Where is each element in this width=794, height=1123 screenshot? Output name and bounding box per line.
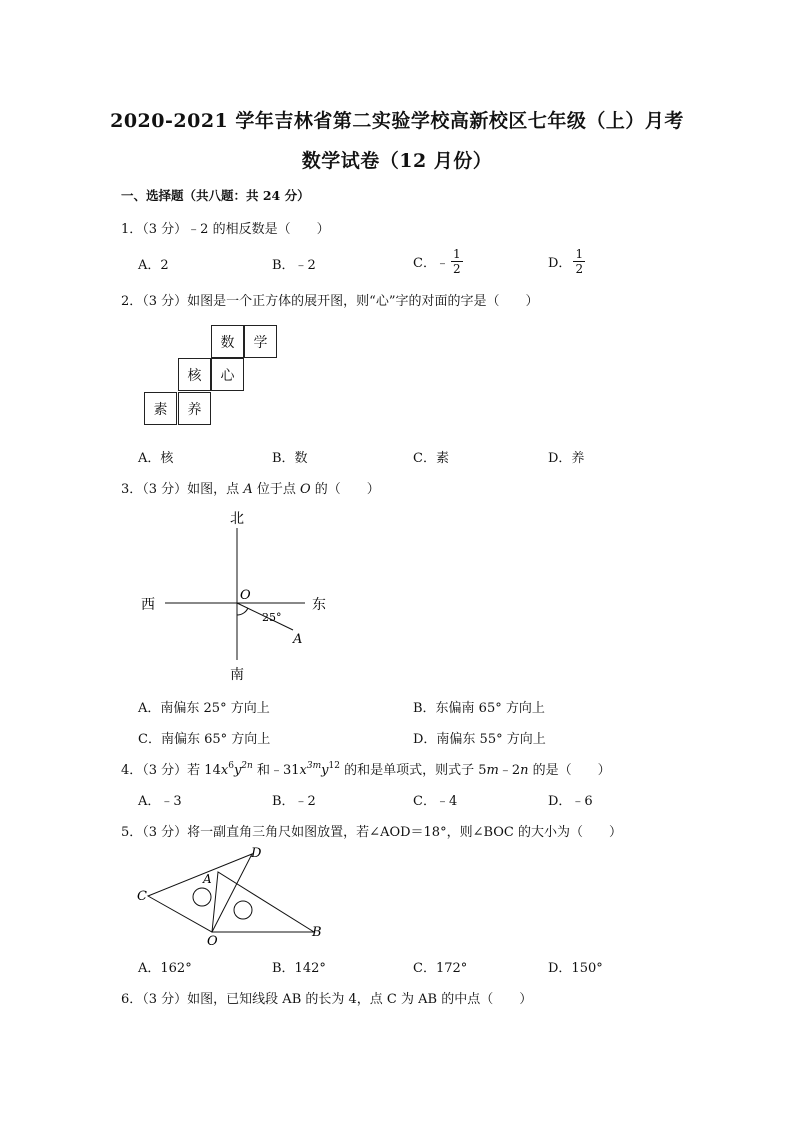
q4-minus: ﹣2 (498, 763, 521, 778)
q5-option-a: A．162° (138, 961, 192, 976)
q1-c-denominator: 2 (452, 262, 461, 276)
q4-n: n (520, 763, 529, 778)
q2-option-a: A．核 (138, 451, 174, 466)
label-south: 南 (230, 667, 244, 683)
q4-option-d: D．﹣6 (548, 794, 593, 809)
q4-y2: y (321, 763, 329, 778)
q2-option-b: B．数 (272, 451, 308, 466)
q1-d-denominator: 2 (575, 262, 584, 276)
label-north: 北 (230, 511, 244, 527)
q4-x1: x (220, 763, 229, 778)
net-cell-xue: 学 (244, 325, 277, 358)
question-6-stem: 6．（3 分）如图，已知线段 AB 的长为 4，点 C 为 AB 的中点（ ） (121, 992, 533, 1007)
q1-option-d-prefix: D． (548, 256, 572, 271)
q4-stem-and: 和﹣31 (252, 763, 300, 778)
label-east: 东 (312, 597, 326, 613)
q3-point-o: O (299, 482, 311, 497)
q1-option-a: A．2 (138, 258, 169, 273)
angle-arc (237, 608, 248, 615)
q4-option-c: C．﹣4 (413, 794, 458, 809)
net-cell-su: 素 (144, 392, 177, 425)
q4-stem-pre: 4．（3 分）若 14 (121, 763, 221, 778)
compass-figure (130, 505, 350, 685)
triangles-figure (130, 840, 340, 950)
q4-x2: x (299, 763, 307, 778)
label-a: A (203, 872, 212, 886)
exam-title-line1: 2020-2021 学年吉林省第二实验学校高新校区七年级（上）月考 (110, 110, 684, 132)
q1-option-b: B．﹣2 (272, 258, 316, 273)
question-1-stem: 1．（3 分）﹣2 的相反数是（ ） (121, 222, 330, 237)
q3-option-c: C．南偏东 65° 方向上 (138, 732, 271, 747)
q1-c-numerator: 1 (452, 247, 461, 261)
net-cell-yang: 养 (178, 392, 211, 425)
q1-option-c-fraction (451, 247, 463, 276)
q5-option-b: B．142° (272, 961, 326, 976)
q4-m: m (486, 763, 499, 778)
q4-stem-end: 的是（ ） (528, 763, 611, 778)
section-heading: 一、选择题（共八题：共 24 分） (121, 188, 310, 203)
q4-option-a: A．﹣3 (138, 794, 182, 809)
q1-d-numerator: 1 (575, 247, 584, 261)
q4-option-b: B．﹣2 (272, 794, 316, 809)
label-west: 西 (141, 597, 155, 613)
q4-exp2: 2n (241, 761, 253, 771)
q1-option-d (548, 247, 585, 276)
question-4-stem (121, 759, 611, 778)
q4-y1: y (233, 763, 242, 778)
q3-stem-mid: 位于点 (252, 482, 300, 497)
label-c: C (137, 889, 147, 904)
q3-stem-pre: 3．（3 分）如图，点 (121, 482, 244, 497)
triangle-cdo (148, 854, 252, 932)
q3-option-a: A．南偏东 25° 方向上 (138, 701, 270, 716)
label-b: B (312, 925, 322, 940)
question-2-stem: 2．（3 分）如图是一个正方体的展开图，则“心”字的对面的字是（ ） (121, 294, 539, 309)
label-a: A (293, 632, 303, 647)
label-angle: 25° (262, 611, 282, 624)
net-cell-xin: 心 (211, 358, 244, 391)
q4-stem-post: 的和是单项式，则式子 5 (339, 763, 487, 778)
label-o: O (240, 588, 251, 603)
label-d: D (251, 846, 262, 861)
triangle-hole-right (234, 901, 252, 919)
q3-stem-post: 的（ ） (310, 482, 380, 497)
q3-option-b: B．东偏南 65° 方向上 (413, 701, 545, 716)
net-cell-he: 核 (178, 358, 211, 391)
question-5-stem: 5．（3 分）将一副直角三角尺如图放置，若∠AOD＝18°，则∠BOC 的大小为（ ） (121, 825, 623, 840)
triangle-hole-left (193, 888, 211, 906)
q5-option-d: D．150° (548, 961, 603, 976)
q2-option-c: C．素 (413, 451, 449, 466)
question-3-stem (121, 478, 380, 497)
q2-option-d: D．养 (548, 451, 585, 466)
net-cell-shu: 数 (211, 325, 244, 358)
q3-point-a: A (243, 482, 253, 497)
label-o: O (207, 934, 218, 949)
q4-exp4: 12 (328, 761, 340, 771)
q5-option-c: C．172° (413, 961, 468, 976)
q1-option-c-prefix: C．﹣ (413, 256, 449, 271)
q1-option-c (413, 247, 463, 276)
q1-option-d-fraction (573, 247, 585, 276)
exam-title-line2: 数学试卷（12 月份） (301, 150, 493, 172)
q4-exp1: 6 (228, 761, 234, 771)
q4-exp3: 3m (306, 761, 322, 771)
q3-option-d: D．南偏东 55° 方向上 (413, 732, 546, 747)
